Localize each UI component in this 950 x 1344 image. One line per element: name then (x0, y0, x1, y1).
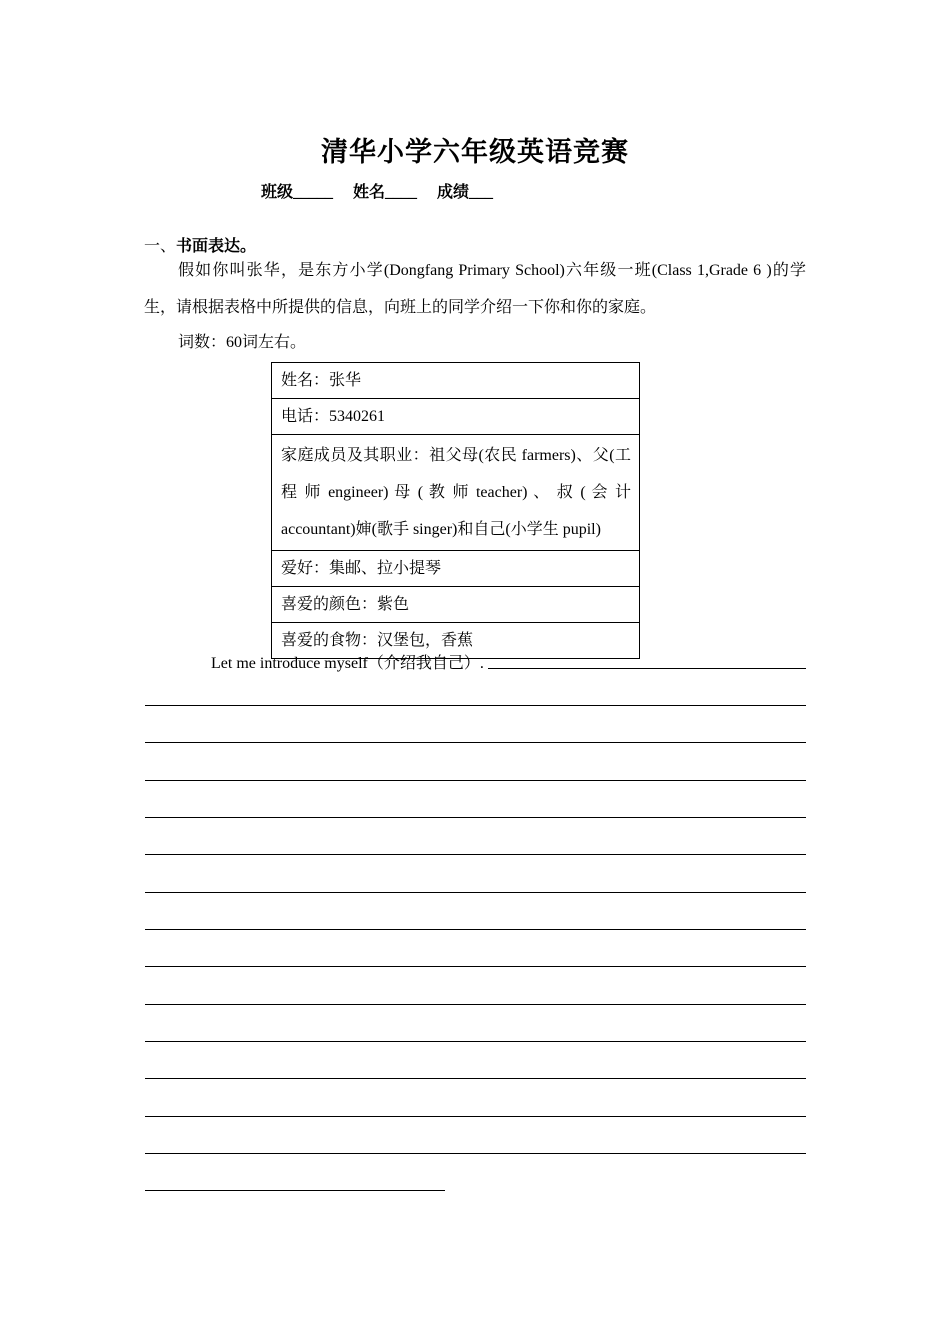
answer-line-last[interactable] (145, 1190, 445, 1191)
table-row (272, 363, 640, 399)
section-number: 一、 (144, 238, 177, 255)
table-row (272, 587, 640, 623)
table-cell-food: 喜爱的食物：汉堡包，香蕉 (272, 623, 640, 659)
table-cell-phone: 电话：5340261 (272, 399, 640, 435)
answer-line[interactable] (145, 1153, 806, 1154)
answer-line[interactable] (145, 742, 806, 743)
answer-line[interactable] (145, 1078, 806, 1079)
answer-line[interactable] (145, 817, 806, 818)
class-blank[interactable]: _____ (293, 184, 334, 201)
class-label: 班级 (261, 184, 294, 201)
answer-line[interactable] (145, 1041, 806, 1042)
answer-line[interactable] (145, 1004, 806, 1005)
table-cell-hobbies: 爱好：集邮、拉小提琴 (272, 551, 640, 587)
table-row (272, 399, 640, 435)
table-row (272, 551, 640, 587)
score-label: 成绩 (437, 184, 470, 201)
answer-line-first[interactable] (488, 668, 806, 669)
answer-line[interactable] (145, 966, 806, 967)
answer-line[interactable] (145, 892, 806, 893)
page-title: 清华小学六年级英语竞赛 (321, 137, 629, 168)
table-cell-family: 家庭成员及其职业：祖父母(农民 farmers)、父(工程 师 engineer) 母 ( 教 师 teacher) 、 叔 ( 会 计 accountant)婶(歌手 singer)和自己(小学生 pupil) (272, 435, 640, 551)
table-row (272, 435, 640, 551)
answer-line[interactable] (145, 780, 806, 781)
section-title: 书面表达。 (176, 238, 257, 255)
table-cell-name: 姓名：张华 (272, 363, 640, 399)
writing-prompt: 假如你叫张华，是东方小学(Dongfang Primary School)六年级一班(Class 1,Grade 6 )的学生，请根据表格中所提供的信息，向班上的同学介绍一下你和你的家庭。 (144, 262, 806, 316)
answer-line[interactable] (145, 854, 806, 855)
answer-line[interactable] (145, 929, 806, 930)
intro-sentence: Let me introduce myself（介绍我自己）. (211, 655, 484, 672)
score-blank[interactable]: ___ (469, 184, 494, 201)
student-info-line (261, 179, 493, 202)
table-cell-color: 喜爱的颜色：紫色 (272, 587, 640, 623)
word-count-note: 词数：60词左右。 (178, 334, 307, 351)
name-label: 姓名 (353, 184, 386, 201)
info-table (271, 362, 640, 659)
answer-line[interactable] (145, 705, 806, 706)
answer-line[interactable] (145, 1116, 806, 1117)
name-blank[interactable]: ____ (385, 184, 418, 201)
